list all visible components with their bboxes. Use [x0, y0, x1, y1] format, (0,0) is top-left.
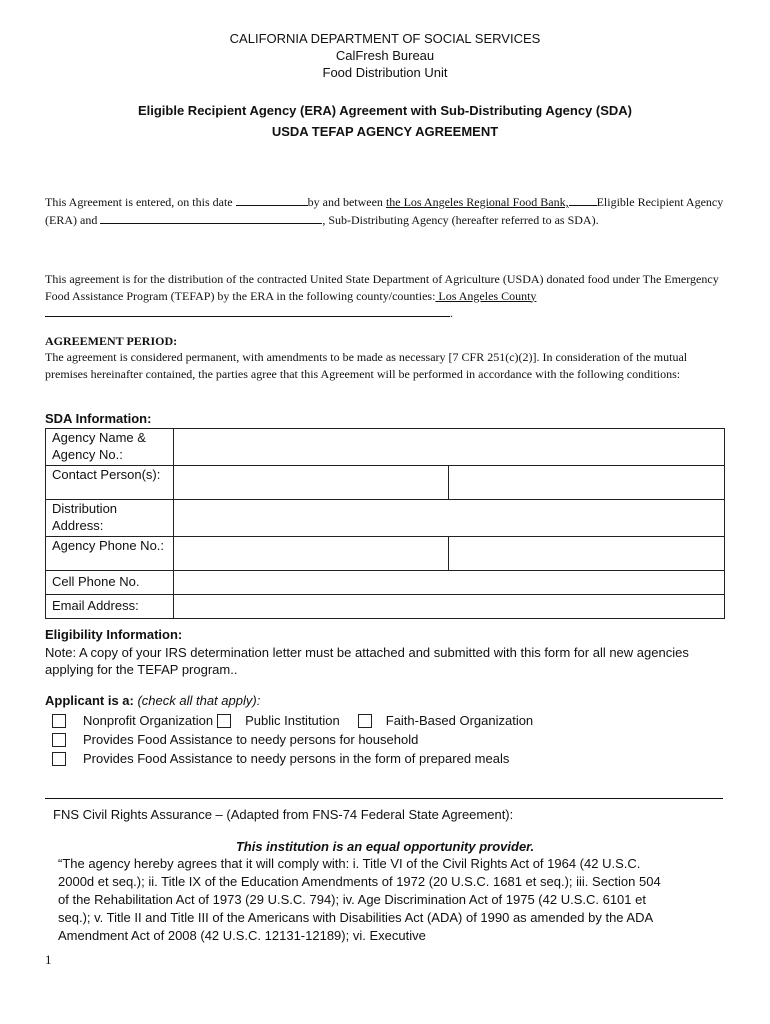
document-title: Eligible Recipient Agency (ERA) Agreement with Sub-Distributing Agency (SDA)	[137, 103, 633, 118]
sda-name-field[interactable]	[100, 211, 322, 224]
household-assistance-checkbox[interactable]	[52, 733, 66, 747]
row-label: Distribution Address:	[46, 500, 174, 537]
intro-text-b: by and between	[307, 195, 386, 209]
checkbox-row-household	[52, 730, 418, 749]
sda-info-heading: SDA Information:	[45, 411, 152, 426]
era-name-blank	[569, 193, 597, 206]
table-row	[46, 595, 725, 619]
checkbox-row-meals	[52, 749, 509, 768]
table-row	[46, 571, 725, 595]
table-row	[46, 537, 725, 571]
date-field[interactable]	[236, 193, 308, 206]
agreement-period-text: The agreement is considered permanent, with amendments to be made as necessary [7 CFR 251(c)(2)]. In consideration of the mutual premises hereinafter contained, the parties agree that this Agreement will be performed in accordance with the following conditions:	[45, 350, 688, 381]
faith-based-label: Faith-Based Organization	[385, 713, 534, 728]
eligibility-heading: Eligibility Information:	[45, 627, 183, 642]
era-name: the Los Angeles Regional Food Bank,	[385, 195, 569, 209]
distribution-paragraph	[45, 271, 725, 322]
agreement-period-heading: AGREEMENT PERIOD:	[45, 334, 178, 348]
nonprofit-checkbox[interactable]	[52, 714, 66, 728]
row-label: Agency Phone No.:	[46, 537, 174, 571]
county-field[interactable]	[45, 304, 450, 317]
intro-text-c: Eligible Recipient Agency (ERA) and	[45, 195, 724, 227]
applicant-heading-line	[45, 693, 260, 708]
civil-rights-heading: FNS Civil Rights Assurance – (Adapted from FNS-74 Federal State Agreement):	[53, 807, 514, 822]
nonprofit-label: Nonprofit Organization	[83, 713, 214, 728]
section-divider	[45, 798, 723, 799]
row-label: Email Address:	[46, 595, 174, 619]
agency-phone-field-2[interactable]	[449, 537, 725, 571]
faith-based-checkbox[interactable]	[358, 714, 372, 728]
prepared-meals-label: Provides Food Assistance to needy persons in the form of prepared meals	[83, 751, 510, 766]
intro-text-d: , Sub-Distributing Agency (hereafter referred to as SDA).	[322, 212, 599, 227]
prepared-meals-checkbox[interactable]	[52, 752, 66, 766]
contact-person-field-2[interactable]	[449, 466, 725, 500]
checkbox-row-org-type	[52, 711, 533, 730]
equal-opportunity-statement: This institution is an equal opportunity provider.	[235, 839, 535, 854]
applicant-hint: (check all that apply):	[133, 693, 261, 708]
email-address-field[interactable]	[173, 595, 724, 619]
row-label: Contact Person(s):	[46, 466, 174, 500]
sda-info-table	[45, 428, 725, 619]
table-row	[46, 500, 725, 537]
applicant-heading: Applicant is a:	[45, 693, 134, 708]
agency-phone-field[interactable]	[173, 537, 449, 571]
eligibility-note: Note: A copy of your IRS determination letter must be attached and submitted with this form for all new agencies applying for the TEFAP program..	[45, 645, 689, 677]
intro-text-a: This Agreement is entered, on this date	[45, 195, 236, 209]
department-name: CALIFORNIA DEPARTMENT OF SOCIAL SERVICES	[229, 31, 541, 46]
document-subtitle: USDA TEFAP AGENCY AGREEMENT	[271, 124, 499, 139]
row-label: Agency Name & Agency No.:	[46, 429, 174, 466]
civil-rights-text: “The agency hereby agrees that it will comply with: i. Title VI of the Civil Rights Act of 1964 (42 U.S.C. 2000d et seq.); ii. Title IX of the Education Amendments of 1972 (20 U.S.C. 1681 et seq.); iii. Section 504 of the Rehabilitation Act of 1973 (29 U.S.C. 794); iv. Age Discrimination Act of 1975 (42 U.S.C. 6101 et seq.); v. Title II and Title III of the Americans with Disabilities Act (ADA) of 1990 as amended by the ADA Amendment Act of 2008 (42 U.S.C. 12131-12189); vi. Executive	[58, 856, 661, 943]
table-row	[46, 466, 725, 500]
household-assistance-label: Provides Food Assistance to needy persons for household	[83, 732, 419, 747]
page-number: 1	[45, 952, 52, 967]
distribution-end: .	[450, 306, 453, 320]
distribution-address-field[interactable]	[173, 500, 724, 537]
agreement-intro-paragraph	[45, 193, 725, 228]
county-name: Los Angeles County	[435, 288, 537, 303]
distribution-text: This agreement is for the distribution of the contracted United State Department of Agriculture (USDA) donated food under The Emergency Food Assistance Program (TEFAP) by the ERA in the following county/counties:	[45, 272, 719, 303]
row-label: Cell Phone No.	[46, 571, 174, 595]
agency-name-field[interactable]	[173, 429, 724, 466]
public-institution-checkbox[interactable]	[217, 714, 231, 728]
public-institution-label: Public Institution	[245, 713, 340, 728]
table-row	[46, 429, 725, 466]
contact-person-field[interactable]	[173, 466, 449, 500]
cell-phone-field[interactable]	[173, 571, 724, 595]
unit-name: Food Distribution Unit	[322, 65, 448, 80]
bureau-name: CalFresh Bureau	[335, 48, 435, 63]
